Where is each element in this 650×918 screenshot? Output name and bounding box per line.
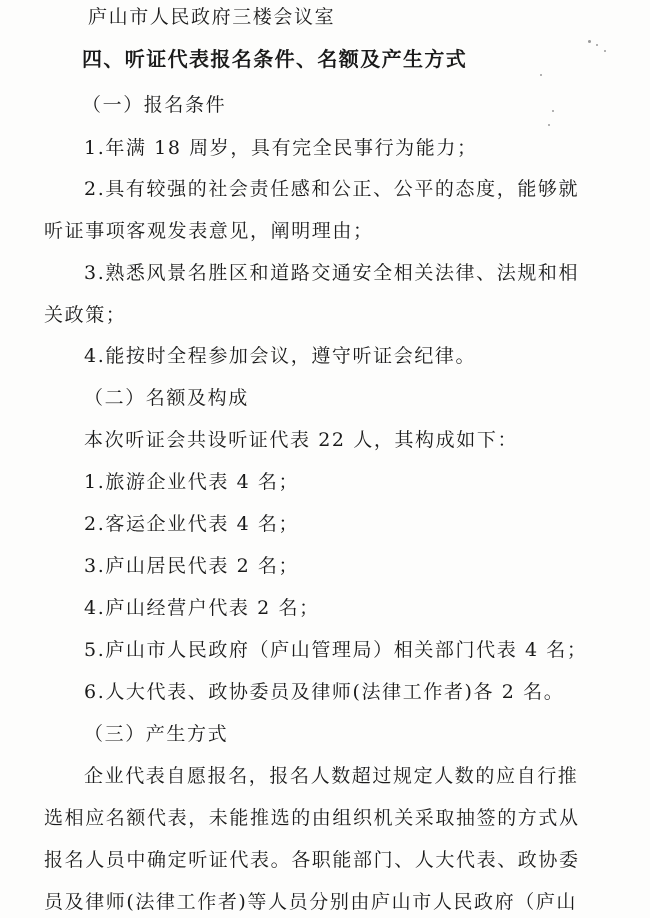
condition-item-1: 1.年满 18 周岁，具有完全民事行为能力； — [84, 137, 478, 159]
subsection-title-1: （一）报名条件 — [82, 94, 227, 116]
condition-item-4: 4.能按时全程参加会议，遵守听证会纪律。 — [84, 345, 477, 367]
quota-item-2: 2.客运企业代表 4 名； — [84, 513, 300, 535]
method-line-3: 报名人员中确定听证代表。各职能部门、人大代表、政协委 — [44, 849, 580, 871]
quota-intro: 本次听证会共设听证代表 22 人，其构成如下： — [84, 429, 519, 451]
condition-item-2-cont: 听证事项客观发表意见，阐明理由； — [44, 220, 374, 242]
method-line-2: 选相应名额代表，未能推选的由组织机关采取抽签的方式从 — [44, 807, 580, 829]
scan-speck — [604, 50, 606, 52]
quota-item-4: 4.庐山经营户代表 2 名； — [84, 597, 320, 619]
location-line: 庐山市人民政府三楼会议室 — [88, 6, 336, 28]
scan-speck — [548, 124, 550, 126]
subsection-title-3: （三）产生方式 — [84, 723, 229, 745]
condition-item-2: 2.具有较强的社会责任感和公正、公平的态度，能够就 — [84, 178, 580, 200]
method-line-4: 员及律师(法律工作者)等人员分别由庐山市人民政府（庐山 — [44, 891, 578, 913]
subsection-title-2: （二）名额及构成 — [84, 387, 249, 409]
scan-speck — [596, 44, 598, 46]
quota-item-1: 1.旅游企业代表 4 名； — [84, 471, 300, 493]
method-line-1: 企业代表自愿报名，报名人数超过规定人数的应自行推 — [84, 765, 579, 787]
condition-item-3: 3.熟悉风景名胜区和道路交通安全相关法律、法规和相 — [84, 262, 580, 284]
quota-item-6: 6.人大代表、政协委员及律师(法律工作者)各 2 名。 — [84, 681, 565, 703]
scan-speck — [552, 110, 554, 112]
scan-speck — [540, 74, 542, 76]
condition-item-3-cont: 关政策； — [44, 304, 127, 326]
scan-speck — [588, 40, 591, 43]
quota-item-3: 3.庐山居民代表 2 名； — [84, 555, 300, 577]
section-heading: 四、听证代表报名条件、名额及产生方式 — [82, 47, 468, 71]
quota-item-5: 5.庐山市人民政府（庐山管理局）相关部门代表 4 名； — [84, 639, 588, 661]
